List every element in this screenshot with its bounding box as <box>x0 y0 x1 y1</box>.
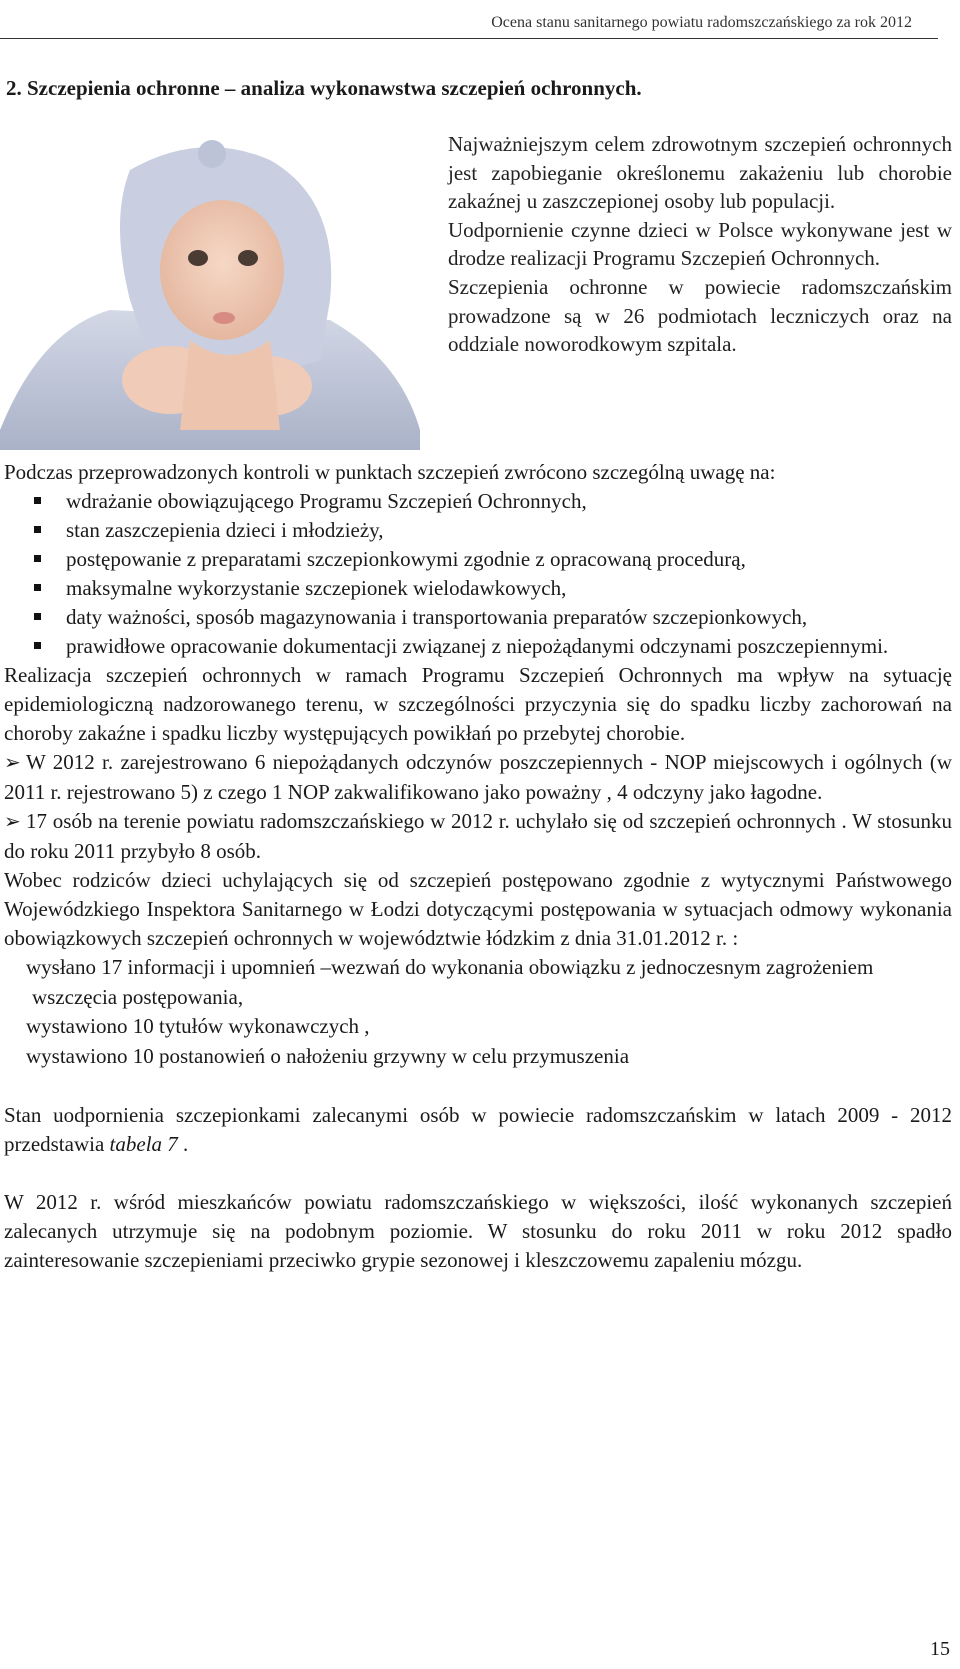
list-item: wystawiono 10 postanowień o nałożeniu grzywny w celu przymuszenia <box>4 1042 952 1072</box>
realization-paragraph: Realizacja szczepień ochronnych w ramach Programu Szczepień Ochronnych ma wpływ na sytuację epidemiologiczną nadzorowanego terenu, w szczególności przyczynia się do spadku liczby zachorowań na choroby zakaźne i spadku liczby występujących powikłań po przebytej chorobie. <box>4 663 952 745</box>
list-item: wdrażanie obowiązującego Programu Szczepień Ochronnych, <box>4 487 952 516</box>
arrow-bullet-icon <box>4 1013 26 1042</box>
arrow-bullet-icon <box>4 1043 26 1072</box>
arrow-bullet-icon: ➢ <box>4 811 21 833</box>
page-number: 15 <box>930 1638 950 1660</box>
intro-paragraph: Najważniejszym celem zdrowotnym szczepień ochronnych jest zapobieganie określonemu zakażeniu lub chorobie zakaźnej u zaszczepionej osoby lub populacji. <box>448 132 952 214</box>
fact-item: ➢ W 2012 r. zarejestrowano 6 niepożądanych odczynów poszczepiennych - NOP miejscowych i ogólnych (w 2011 r. rejestrowano 5) z czego 1 NOP zakwalifikowano jako poważny , 4 odczyny jako łagodne. <box>4 750 952 804</box>
square-bullet-icon <box>34 497 41 504</box>
table-reference: Stan uodpornienia szczepionkami zalecanymi osób w powiecie radomszczańskim w latach 2009 - 2012 przedstawia tabela 7 . <box>4 1103 952 1156</box>
controls-list <box>4 487 952 661</box>
fact-item: ➢ 17 osób na terenie powiatu radomszczańskiego w 2012 r. uchylało się od szczepień ochronnych . W stosunku do roku 2011 przybyło 8 osób. <box>4 809 952 863</box>
square-bullet-icon <box>34 526 41 533</box>
list-item: wystawiono 10 tytułów wykonawczych , <box>4 1012 952 1042</box>
square-bullet-icon <box>34 642 41 649</box>
list-item: wysłano 17 informacji i upomnień –wezwań do wykonania obowiązku z jednoczesnym zagrożeniem wszczęcia postępowania, <box>4 953 952 1012</box>
intro-paragraph: Uodpornienie czynne dzieci w Polsce wykonywane jest w drodze realizacji Programu Szczepień Ochronnych. <box>448 217 952 271</box>
list-item: prawidłowe opracowanie dokumentacji związanej z niepożądanymi odczynami poszczepiennymi. <box>4 632 952 661</box>
parents-list <box>4 953 952 1072</box>
header-rule <box>0 38 938 39</box>
closing-paragraph: W 2012 r. wśród mieszkańców powiatu radomszczańskiego w większości, ilość wykonanych szczepień zalecanych utrzymuje się na podobnym poziomie. W stosunku do roku 2011 w roku 2012 spadło zainteresowanie szczepieniami przeciwko grypie sezonowej i kleszczowemu zapaleniu mózgu. <box>4 1190 952 1272</box>
running-header: Ocena stanu sanitarnego powiatu radomszczańskiego za rok 2012 <box>491 14 912 31</box>
main-body <box>4 458 952 1275</box>
list-item: stan zaszczepienia dzieci i młodzieży, <box>4 516 952 545</box>
intro-text <box>448 130 952 359</box>
list-item: daty ważności, sposób magazynowania i transportowania preparatów szczepionkowych, <box>4 603 952 632</box>
intro-paragraph: Szczepienia ochronne w powiecie radomszczańskim prowadzone są w 26 podmiotach leczniczych oraz na oddziale noworodkowym szpitala. <box>448 274 952 357</box>
baby-photo <box>0 130 440 450</box>
list-item: postępowanie z preparatami szczepionkowymi zgodnie z opracowaną procedurą, <box>4 545 952 574</box>
square-bullet-icon <box>34 555 41 562</box>
table-link: tabela 7 <box>109 1132 178 1156</box>
arrow-bullet-icon: ➢ <box>4 752 21 774</box>
arrow-bullet-icon <box>4 954 26 983</box>
section-heading: 2. Szczepienia ochronne – analiza wykonawstwa szczepień ochronnych. <box>6 76 642 100</box>
square-bullet-icon <box>34 613 41 620</box>
square-bullet-icon <box>34 584 41 591</box>
parents-lead: Wobec rodziców dzieci uchylających się od szczepień postępowano zgodnie z wytycznymi Państwowego Wojewódzkiego Inspektora Sanitarnego w Łodzi dotyczącymi postępowania w sytuacjach odmowy wykonania obowiązkowych szczepień ochronnych w województwie łódzkim z dnia 31.01.2012 r. : <box>4 868 952 950</box>
controls-lead: Podczas przeprowadzonych kontroli w punktach szczepień zwrócono szczególną uwagę na: <box>4 460 776 484</box>
list-item: maksymalne wykorzystanie szczepionek wielodawkowych, <box>4 574 952 603</box>
